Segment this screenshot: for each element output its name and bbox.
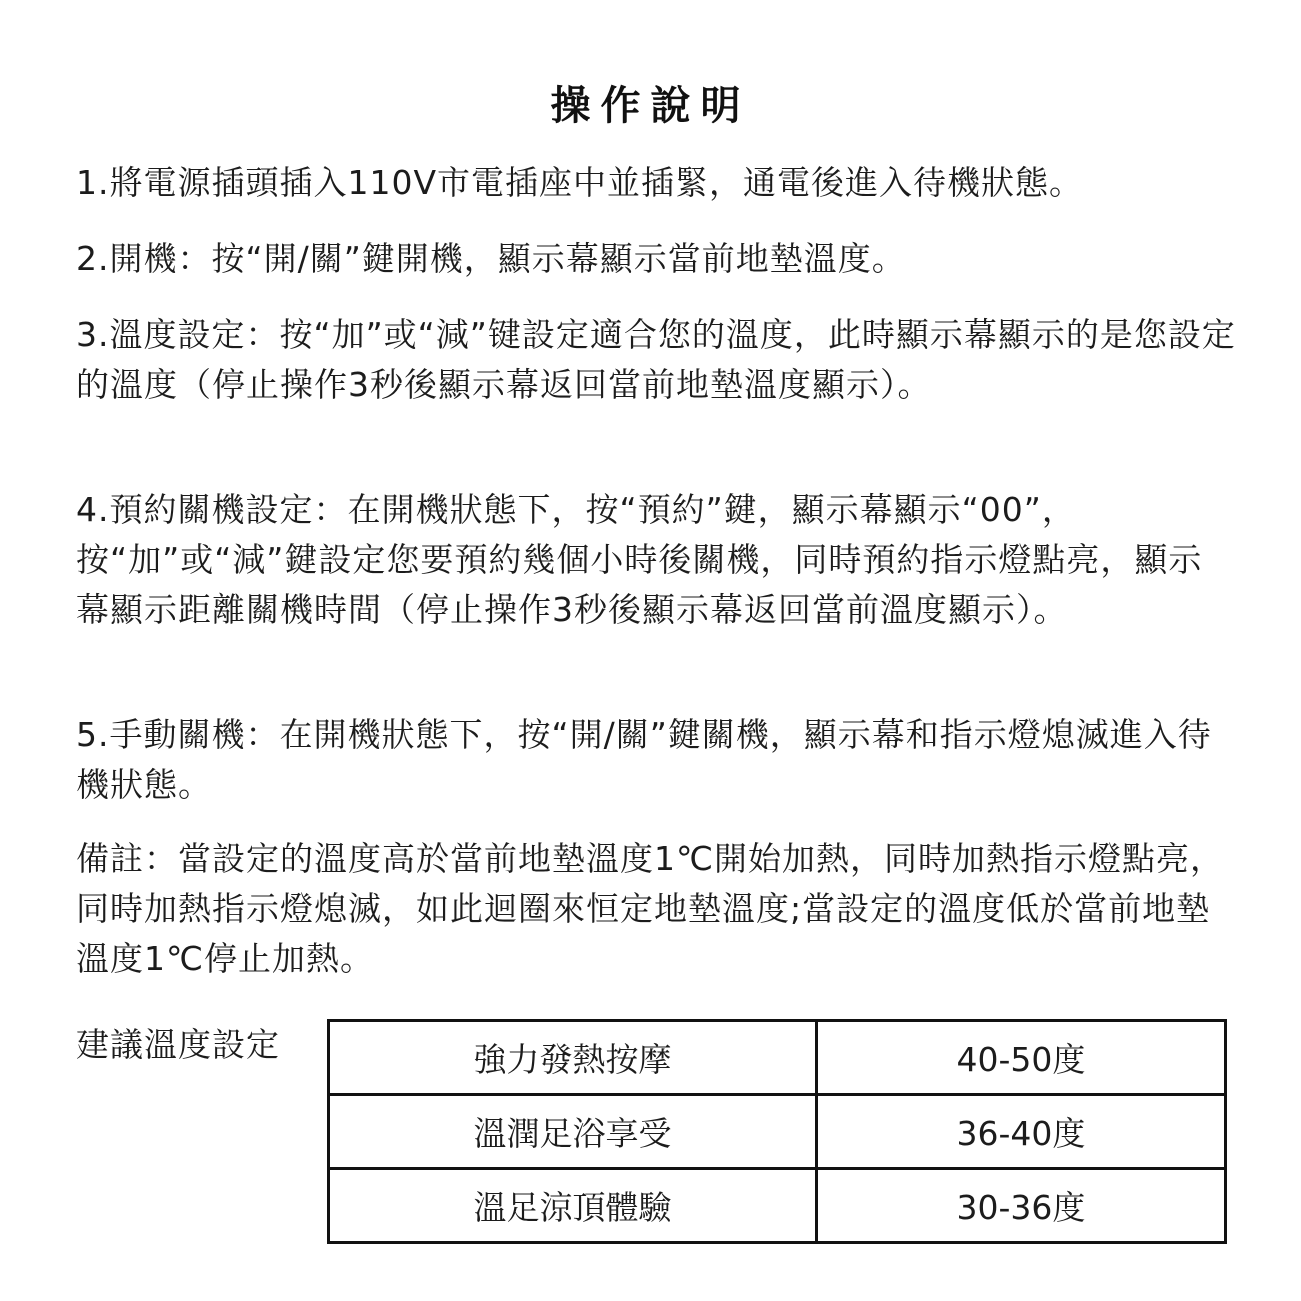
page-title: 操作說明: [550, 83, 751, 129]
mode-cell: 溫潤足浴享受: [329, 1095, 817, 1169]
mode-cell: 強力發熱按摩: [329, 1021, 817, 1095]
mode-cell: 溫足涼頂體驗: [329, 1169, 817, 1243]
range-cell: 36-40度: [816, 1095, 1225, 1169]
instruction-step-5: 5.手動關機：在開機狀態下，按“開/關”鍵關機，顯示幕和指示燈熄滅進入待機狀態。: [76, 715, 1212, 804]
instruction-step-3: 3.溫度設定：按“加”或“減”键設定適合您的溫度，此時顯示幕顯示的是您設定的溫度（停止操作3秒後顯示幕返回當前地墊溫度顯示）。: [76, 315, 1236, 404]
table-row: [329, 1169, 1226, 1243]
instruction-step-1: 1.將電源插頭插入110V市電插座中並插緊，通電後進入待機狀態。: [76, 163, 1084, 202]
table-label: 建議溫度設定: [76, 1025, 280, 1064]
table-row: [329, 1095, 1226, 1169]
range-cell: 40-50度: [816, 1021, 1225, 1095]
temperature-table: [327, 1019, 1227, 1244]
table-row: [329, 1021, 1226, 1095]
instruction-step-4: 4.預約關機設定：在開機狀態下，按“預約”鍵，顯示幕顯示“00”，按“加”或“減”鍵設定您要預約幾個小時後關機，同時預約指示燈點亮，顯示幕顯示距離關機時間（停止操作3秒後顯示幕返回當前溫度顯示）。: [76, 490, 1203, 629]
instruction-step-2: 2.開機：按“開/關”鍵開機，顯示幕顯示當前地墊溫度。: [76, 239, 906, 278]
instruction-note: 備註：當設定的溫度高於當前地墊溫度1℃開始加熱，同時加熱指示燈點亮，同時加熱指示燈熄滅，如此迴圈來恒定地墊溫度;當設定的溫度低於當前地墊溫度1℃停止加熱。: [76, 839, 1225, 978]
range-cell: 30-36度: [816, 1169, 1225, 1243]
